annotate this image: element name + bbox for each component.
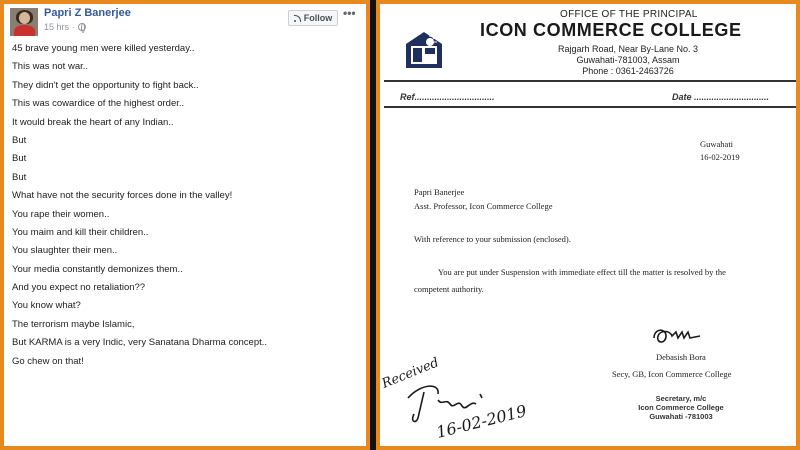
address-city: Guwahati-781003, Assam bbox=[576, 55, 680, 65]
date-field: Date .............................. bbox=[672, 92, 770, 102]
suspension-letter bbox=[380, 4, 796, 446]
rss-icon bbox=[294, 15, 301, 22]
post-line: But bbox=[12, 134, 27, 146]
letter-date: 16-02-2019 bbox=[700, 152, 740, 162]
post-line: You slaughter their men.. bbox=[12, 245, 118, 257]
svg-text:Received: Received bbox=[380, 355, 442, 392]
recipient-name: Papri Banerjee bbox=[414, 187, 465, 197]
letter-place: Guwahati bbox=[700, 139, 734, 149]
header-rule bbox=[384, 80, 796, 82]
post-line: You rape their women.. bbox=[12, 208, 110, 220]
address-line: Rajgarh Road, Near By-Lane No. 3 bbox=[557, 44, 699, 54]
signature-mark bbox=[650, 324, 706, 346]
post-line: You know what? bbox=[12, 300, 81, 312]
post-line: The terrorism maybe Islamic, bbox=[12, 318, 135, 330]
follow-label: Follow bbox=[303, 13, 333, 23]
post-line: You maim and kill their children.. bbox=[12, 226, 149, 238]
post-header bbox=[4, 4, 366, 36]
office-heading: OFFICE OF THE PRINCIPAL bbox=[560, 9, 698, 20]
handwritten-receipt bbox=[380, 354, 560, 446]
ref-field: Ref................................ bbox=[400, 92, 495, 102]
ref-rule bbox=[384, 106, 796, 108]
post-line: 45 brave young men were killed yesterday.. bbox=[12, 43, 195, 54]
panel-divider bbox=[370, 0, 376, 450]
post-line: But bbox=[12, 153, 27, 165]
college-name: ICON COMMERCE COLLEGE bbox=[480, 20, 742, 40]
post-line: Your media constantly demonizes them.. bbox=[12, 263, 183, 275]
avatar[interactable] bbox=[10, 8, 38, 36]
post-line: They didn't get the opportunity to fight back.. bbox=[12, 79, 199, 91]
post-line: This was not war.. bbox=[12, 61, 89, 73]
body-line-1: You are put under Suspension with immediate effect till the matter is resolved by the bbox=[438, 267, 726, 277]
recipient-title: Asst. Professor, Icon Commerce College bbox=[414, 201, 553, 211]
more-options-icon[interactable]: ••• bbox=[343, 6, 356, 20]
social-post bbox=[4, 4, 366, 446]
signatory-name: Debasish Bora bbox=[656, 352, 706, 362]
post-line: Go chew on that! bbox=[12, 355, 84, 367]
post-line: What have not the security forces done in the valley! bbox=[12, 190, 233, 202]
post-time[interactable]: 15 hrs bbox=[44, 22, 70, 32]
author-name[interactable]: Papri Z Banerjee bbox=[44, 7, 131, 19]
post-line: But bbox=[12, 171, 27, 183]
post-line: But KARMA is a very Indic, very Sanatana Dharma concept.. bbox=[12, 337, 268, 349]
post-line: And you expect no retaliation?? bbox=[12, 282, 146, 294]
signatory-designation: Secy, GB, Icon Commerce College bbox=[612, 369, 732, 379]
post-line: It would break the heart of any Indian.. bbox=[12, 116, 174, 128]
follow-button[interactable] bbox=[288, 10, 338, 26]
phone-number: Phone : 0361-2463726 bbox=[582, 66, 674, 76]
svg-text:16-02-2019: 16-02-2019 bbox=[434, 401, 529, 442]
globe-icon bbox=[78, 23, 86, 31]
body-line-2: competent authority. bbox=[414, 284, 484, 294]
post-line: This was cowardice of the highest order.. bbox=[12, 98, 185, 110]
post-body bbox=[12, 40, 362, 371]
reference-line: With reference to your submission (enclosed). bbox=[414, 234, 571, 244]
post-meta: 15 hrs · bbox=[44, 22, 86, 32]
official-stamp: Secretary, m/c Icon Commerce College Guwahati -781003 bbox=[638, 394, 724, 421]
